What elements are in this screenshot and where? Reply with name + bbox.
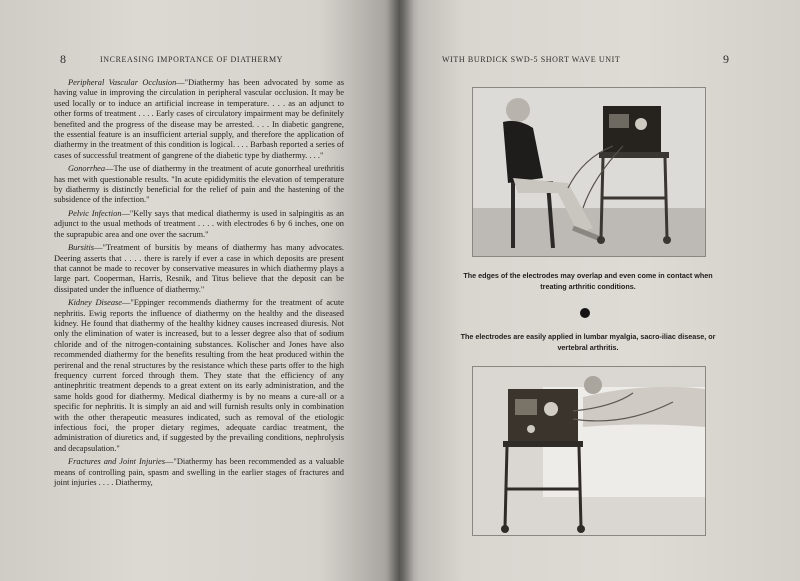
paragraph-text: —"Diathermy has been recommended as a valuable means of controlling pain, spasm and swelling in the earlier stages of fractures and joint injuries . . . . Diathermy,	[54, 457, 344, 488]
paragraph-text: —"Treatment of bursitis by means of diathermy has many advocates. Deering asserts that . . . . there is rarely if ever a case in which deposits are present that cannot be made to recover by conservative measures in which diathermy plays a large part. Cooperman, Harris, Resnik, and Titus believe that the deposit can be dissipated under the influence of diathermy."	[54, 243, 344, 294]
photo-caption-bottom: The electrodes are easily applied in lumbar myalgia, sacro-iliac disease, or vertebral arthritis.	[460, 332, 716, 352]
photo-caption-top: The edges of the electrodes may overlap and even come in contact when treating arthritic conditions.	[463, 271, 713, 291]
paragraph-heading: Pelvic Infection	[68, 208, 122, 218]
photo-seated-patient-treatment	[472, 87, 706, 257]
page-number: 9	[723, 52, 729, 66]
paragraph-text: —"Diathermy has been advocated by some as having value in improving the circulation in peripheral vascular occlusion. It may be used locally or to induce an artificial increase in temperature. . . . as an adjunct to other forms of treatment . . . . Early cases of circulatory impairment may be definitely benefited and the progress of the disease may be arrested. . . . In diabetic gangrene, the essential feature is an insufficient arterial supply, and therefore the application of diathermy in the treatment of this condition is logical. . . . Barbash reported a series of cases of successful treatment of gangrene of the diabetic type by diathermy. . . ."	[54, 78, 344, 160]
paragraph	[54, 164, 344, 206]
paragraph-heading: Peripheral Vascular Occlusion	[68, 78, 177, 87]
paragraph	[54, 243, 344, 295]
section-bullet	[580, 308, 590, 318]
body-text	[54, 78, 344, 491]
running-head: WITH BURDICK SWD-5 SHORT WAVE UNIT	[442, 55, 621, 64]
paragraph	[54, 457, 344, 488]
photo-lumbar-treatment	[472, 366, 706, 536]
paragraph-heading: Bursitis	[68, 243, 95, 253]
paragraph-text: —"Eppinger recommends diathermy for the treatment of acute nephritis. Ewig reports the influence of diathermy on the healthy and the diseased kidney. He found that diathermy of the healthy kidney causes increased diuresis. Not only the elimination of water is increased, but to a lesser degree also that of sodium chloride and of the nitrogen-containing substances. Kolischer and Jones have also recommended diathermy for the benefits resulting from the heat produced within the perirenal and the renal structures by the resistance which these parts offer to the high frequency current forced through them. They state that the efficiency of any antinephritic treatment depends to a great extent on its early administration, and the same holds good for diathermy. Medical diathermy is by no means a cure-all or a specific for nephritis. It is simply an aid and will furnish results only in combination with the other therapeutic measures indicated, such as removal of the etiologic infectious foci, the proper dietary regimes, adequate cardiac treatment, the administration of diuretics and, if suggested by the prevailing conditions, nephrolysis and decapsulation."	[54, 298, 344, 453]
paragraph	[54, 78, 344, 161]
photo-illustration	[473, 88, 705, 256]
paragraph	[54, 298, 344, 454]
book-gutter	[388, 0, 414, 581]
page-number: 8	[60, 52, 66, 66]
paragraph-heading: Kidney Disease	[68, 298, 123, 308]
running-head: INCREASING IMPORTANCE OF DIATHERMY	[100, 55, 284, 64]
paragraph-heading: Gonorrhea	[68, 164, 106, 174]
paragraph-heading: Fractures and Joint Injuries	[68, 457, 166, 467]
paragraph	[54, 209, 344, 240]
right-page	[400, 0, 800, 581]
photo-illustration	[473, 367, 705, 535]
paragraph-text: —"Kelly says that medical diathermy is used in salpingitis as an adjunct to the usual methods of treatment . . . . with electrodes 6 by 6 inches, one on the suprapubic area and one over the sacrum."	[54, 208, 344, 239]
paragraph-text: —The use of diathermy in the treatment of acute gonorrheal urethritis has met with questionable results. "In acute epididymitis the elevation of temperature by diathermy is distinctly beneficial for the relief of pain and the hastening of the subsidence of the infection."	[54, 164, 344, 205]
